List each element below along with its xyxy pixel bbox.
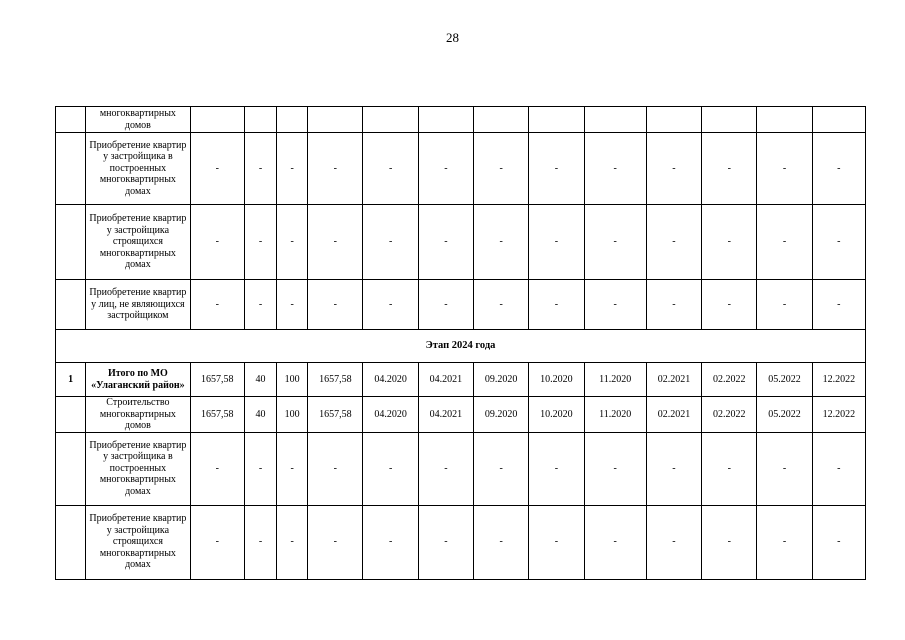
table-cell: - bbox=[584, 280, 646, 330]
row-name: многоквартирных домов bbox=[86, 107, 191, 133]
table-cell bbox=[702, 107, 757, 133]
table-cell: 09.2020 bbox=[474, 397, 529, 433]
table-cell bbox=[812, 107, 865, 133]
stage-row bbox=[56, 330, 866, 363]
table-cell: 11.2020 bbox=[584, 397, 646, 433]
stage-section bbox=[56, 330, 866, 363]
table-cell: - bbox=[584, 505, 646, 579]
table-cell bbox=[363, 107, 418, 133]
table-cell bbox=[418, 107, 473, 133]
table-cell: - bbox=[757, 505, 812, 579]
table-cell: - bbox=[244, 432, 276, 505]
table-cell: - bbox=[308, 280, 363, 330]
table-cell: - bbox=[363, 133, 418, 205]
row-name: Строительство многоквартирных домов bbox=[86, 397, 191, 433]
table-cell: - bbox=[812, 432, 865, 505]
table-cell: - bbox=[529, 280, 584, 330]
table-cell: - bbox=[277, 133, 308, 205]
table-cell: 04.2021 bbox=[418, 363, 473, 397]
table-cell: - bbox=[277, 505, 308, 579]
table-cell: 10.2020 bbox=[529, 397, 584, 433]
table-cell bbox=[277, 107, 308, 133]
table-cell: - bbox=[812, 505, 865, 579]
table-cell: - bbox=[757, 280, 812, 330]
table-section-bottom bbox=[56, 363, 866, 580]
table-cell: - bbox=[190, 133, 244, 205]
table-cell: 05.2022 bbox=[757, 397, 812, 433]
table-cell: - bbox=[244, 205, 276, 280]
table-cell: 02.2021 bbox=[646, 397, 701, 433]
table-cell: - bbox=[646, 280, 701, 330]
table-cell: - bbox=[277, 280, 308, 330]
table-section-top bbox=[56, 107, 866, 330]
row-number bbox=[56, 107, 86, 133]
table-cell: - bbox=[702, 133, 757, 205]
table-cell: 02.2021 bbox=[646, 363, 701, 397]
table-row bbox=[56, 133, 866, 205]
table-cell: 12.2022 bbox=[812, 363, 865, 397]
table-cell: 11.2020 bbox=[584, 363, 646, 397]
table-cell: 1657,58 bbox=[190, 397, 244, 433]
table-cell: 10.2020 bbox=[529, 363, 584, 397]
table-cell: 02.2022 bbox=[702, 363, 757, 397]
table-row bbox=[56, 363, 866, 397]
table-cell: - bbox=[584, 432, 646, 505]
table-cell: - bbox=[418, 133, 473, 205]
table-cell: - bbox=[308, 432, 363, 505]
table-cell: 05.2022 bbox=[757, 363, 812, 397]
table-cell bbox=[529, 107, 584, 133]
table-cell: - bbox=[474, 280, 529, 330]
table-cell: - bbox=[363, 505, 418, 579]
row-name: Приобретение квартир у застройщика строящихся многоквартирных домах bbox=[86, 205, 191, 280]
row-name: Приобретение квартир у застройщика в построенных многоквартирных домах bbox=[86, 432, 191, 505]
table-cell: - bbox=[584, 133, 646, 205]
program-table bbox=[55, 106, 866, 580]
table-row bbox=[56, 505, 866, 579]
row-number bbox=[56, 505, 86, 579]
table-cell: - bbox=[702, 505, 757, 579]
table-cell: - bbox=[646, 205, 701, 280]
page-number: 28 bbox=[446, 30, 459, 45]
table-cell: - bbox=[474, 205, 529, 280]
table-cell bbox=[308, 107, 363, 133]
table-cell: - bbox=[363, 205, 418, 280]
table-cell: - bbox=[529, 505, 584, 579]
table-cell: - bbox=[190, 432, 244, 505]
row-name: Приобретение квартир у застройщика в построенных многоквартирных домах bbox=[86, 133, 191, 205]
table-cell: 100 bbox=[277, 397, 308, 433]
table-cell: - bbox=[646, 505, 701, 579]
row-number bbox=[56, 397, 86, 433]
table-cell: 04.2020 bbox=[363, 397, 418, 433]
table-cell: 1657,58 bbox=[308, 397, 363, 433]
table-cell: 1657,58 bbox=[190, 363, 244, 397]
table-cell: - bbox=[418, 505, 473, 579]
table-cell: - bbox=[646, 133, 701, 205]
table-cell: - bbox=[529, 205, 584, 280]
table-row bbox=[56, 205, 866, 280]
table-cell: - bbox=[646, 432, 701, 505]
table-cell: 09.2020 bbox=[474, 363, 529, 397]
row-name: Приобретение квартир у застройщика строящихся многоквартирных домах bbox=[86, 505, 191, 579]
row-number bbox=[56, 205, 86, 280]
table-cell: 40 bbox=[244, 363, 276, 397]
table-cell: - bbox=[474, 133, 529, 205]
table-cell: - bbox=[757, 432, 812, 505]
table-cell: - bbox=[812, 205, 865, 280]
table-cell bbox=[584, 107, 646, 133]
table-cell: 40 bbox=[244, 397, 276, 433]
table-cell: - bbox=[418, 280, 473, 330]
table-cell: - bbox=[244, 280, 276, 330]
table-cell: - bbox=[702, 205, 757, 280]
table-cell bbox=[190, 107, 244, 133]
table-cell: - bbox=[190, 505, 244, 579]
table-cell: - bbox=[757, 133, 812, 205]
row-number bbox=[56, 280, 86, 330]
table-cell: 1657,58 bbox=[308, 363, 363, 397]
table-row bbox=[56, 280, 866, 330]
table-cell: - bbox=[474, 505, 529, 579]
table-cell: - bbox=[308, 505, 363, 579]
table-cell: - bbox=[308, 205, 363, 280]
table-cell: - bbox=[190, 205, 244, 280]
table-cell: - bbox=[363, 432, 418, 505]
table-cell: - bbox=[277, 205, 308, 280]
table-cell: - bbox=[702, 432, 757, 505]
row-number bbox=[56, 432, 86, 505]
table-cell: - bbox=[757, 205, 812, 280]
table-cell: - bbox=[244, 505, 276, 579]
table-cell: 02.2022 bbox=[702, 397, 757, 433]
table-cell: - bbox=[812, 133, 865, 205]
table-row bbox=[56, 107, 866, 133]
table-cell: - bbox=[418, 432, 473, 505]
table-cell: - bbox=[363, 280, 418, 330]
table-cell: - bbox=[812, 280, 865, 330]
table-cell: 04.2020 bbox=[363, 363, 418, 397]
table-cell: 12.2022 bbox=[812, 397, 865, 433]
table-row bbox=[56, 397, 866, 433]
table-cell bbox=[244, 107, 276, 133]
table-cell: - bbox=[702, 280, 757, 330]
table-cell: - bbox=[244, 133, 276, 205]
table-cell: - bbox=[584, 205, 646, 280]
row-number: 1 bbox=[56, 363, 86, 397]
table-cell: - bbox=[529, 432, 584, 505]
table-cell bbox=[757, 107, 812, 133]
stage-title: Этап 2024 года bbox=[56, 330, 866, 363]
table-cell: - bbox=[308, 133, 363, 205]
table-cell: - bbox=[474, 432, 529, 505]
table-cell: - bbox=[529, 133, 584, 205]
table-row bbox=[56, 432, 866, 505]
table-cell: - bbox=[418, 205, 473, 280]
table-cell: 04.2021 bbox=[418, 397, 473, 433]
table-cell: 100 bbox=[277, 363, 308, 397]
table-cell bbox=[474, 107, 529, 133]
row-number bbox=[56, 133, 86, 205]
table-cell bbox=[646, 107, 701, 133]
table-cell: - bbox=[277, 432, 308, 505]
row-name: Приобретение квартир у лиц, не являющихся застройщиком bbox=[86, 280, 191, 330]
table-cell: - bbox=[190, 280, 244, 330]
row-name: Итого по МО «Улаганский район» bbox=[86, 363, 191, 397]
